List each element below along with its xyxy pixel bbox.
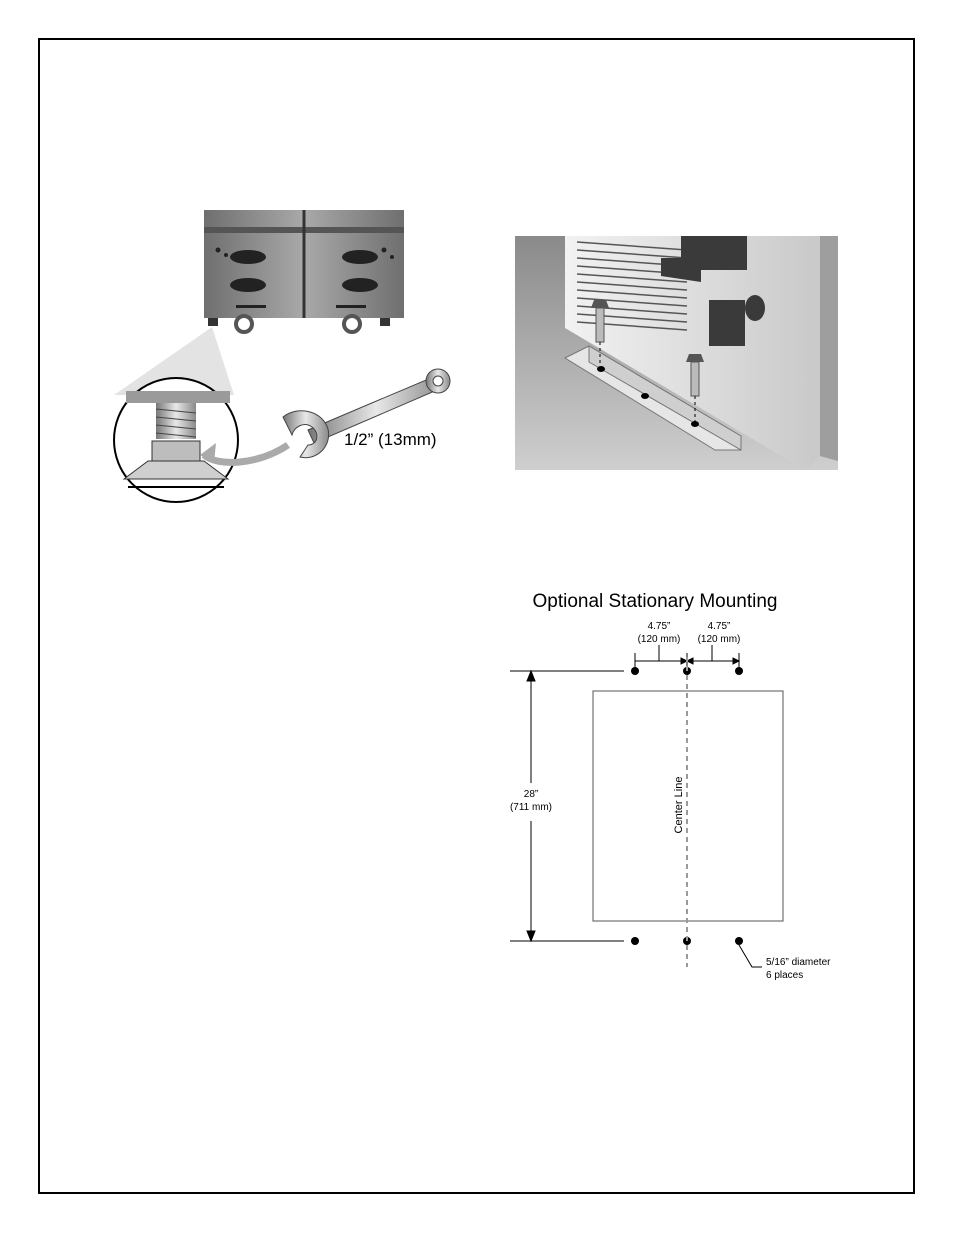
mounting-hole [735, 667, 743, 675]
hole-note-leader [739, 945, 762, 967]
diagram-title: Optional Stationary Mounting [532, 591, 778, 612]
mounting-bracket-figure [515, 236, 838, 470]
right-spacing-imperial: 4.75” [707, 621, 731, 632]
mounting-hole [631, 667, 639, 675]
right-spacing-metric: (120 mm) [697, 634, 741, 645]
foot-detail-circle [114, 378, 238, 502]
center-line-label: Center Line [673, 776, 685, 834]
leveling-foot-figure [108, 205, 458, 505]
depth-imperial: 28” [523, 789, 539, 800]
mounting-hole [735, 937, 743, 945]
mounting-dimension-diagram [500, 585, 860, 985]
left-spacing-metric: (120 mm) [637, 634, 681, 645]
wrench-size-label: 1/2” (13mm) [344, 430, 437, 449]
left-spacing-imperial: 4.75” [647, 621, 671, 632]
hole-note-count: 6 places [766, 970, 804, 981]
cabinet-base [204, 210, 404, 332]
mounting-hole [631, 937, 639, 945]
hole-note-diameter: 5/16” diameter [766, 957, 831, 968]
depth-metric: (711 mm) [509, 802, 553, 813]
